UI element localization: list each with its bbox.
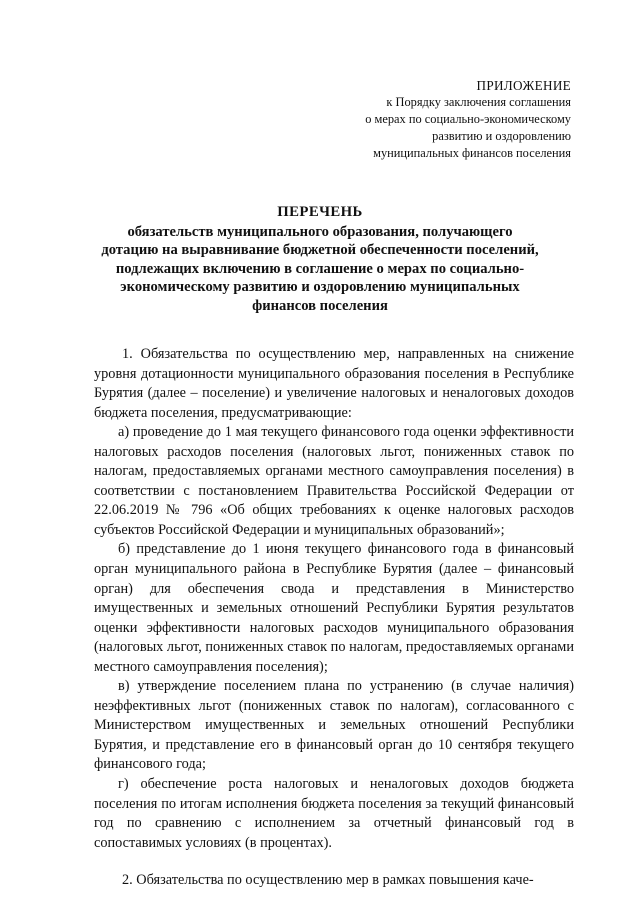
appendix-title: ПРИЛОЖЕНИЕ bbox=[476, 78, 571, 93]
paragraph-1: 1. Обязательства по осуществлению мер, направленных на снижение уровня дотационности муниципального образования поселения в Республике Бурятия (далее – поселение) и увеличение налоговых и неналоговых доходов бюджета поселения, предусматривающие: bbox=[94, 346, 574, 421]
appendix-block bbox=[271, 77, 571, 162]
appendix-line: муниципальных финансов поселения bbox=[373, 146, 571, 160]
subitem-a: а) проведение до 1 мая текущего финансового года оценки эффективности налоговых расходов поселения (налоговых льгот, пониженных ставок по налогам, предоставляемых органами местного самоуправления поселения) в соответствии с постановлением Правительства Российской Федерации от 22.06.2019 № 796 «Об общих требованиях к оценке налоговых расходов субъектов Российской Федерации и муниципальных образований»; bbox=[94, 424, 574, 538]
appendix-line: развитию и оздоровлению bbox=[432, 129, 571, 143]
document-heading bbox=[0, 203, 640, 316]
heading-title: ПЕРЕЧЕНЬ bbox=[277, 204, 363, 220]
subitem-g: г) обеспечение роста налоговых и неналоговых доходов бюджета поселения по итогам исполнения бюджета поселения за текущий финансовый год по сравнению с исполнением за отчетный финансовый год в сопоставимых условиях (в процентах). bbox=[94, 776, 574, 851]
subitem-b: б) представление до 1 июня текущего финансового года в финансовый орган муниципального района в Республике Бурятия (далее – финансовый орган) для обеспечения свода и представления в Министерство имущественных и земельных отношений Республики Бурятия результатов оценки эффективности налоговых расходов муниципального образования (налоговых льгот, пониженных ставок по налогам, предоставляемых органами местного самоуправления поселения); bbox=[94, 541, 574, 675]
heading-line: финансов поселения bbox=[252, 297, 388, 314]
heading-line: дотацию на выравнивание бюджетной обеспеченности поселений, bbox=[101, 242, 539, 259]
document-body bbox=[94, 345, 574, 891]
appendix-line: к Порядку заключения соглашения bbox=[386, 95, 571, 109]
appendix-line: о мерах по социально-экономическому bbox=[365, 112, 571, 126]
heading-line: подлежащих включению в соглашение о мерах по социально- bbox=[115, 260, 525, 277]
heading-line: обязательств муниципального образования, получающего bbox=[127, 223, 513, 240]
subitem-v: в) утверждение поселением плана по устранению (в случае наличия) неэффективных льгот (пониженных ставок по налогам), согласованного с Министерством имущественных и земельных отношений Республики Бурятия, и представление его в финансовый орган до 10 сентября текущего финансового года; bbox=[94, 678, 574, 773]
heading-line: экономическому развитию и оздоровлению муниципальных bbox=[120, 279, 520, 296]
paragraph-2: 2. Обязательства по осуществлению мер в рамках повышения каче- bbox=[122, 872, 534, 889]
